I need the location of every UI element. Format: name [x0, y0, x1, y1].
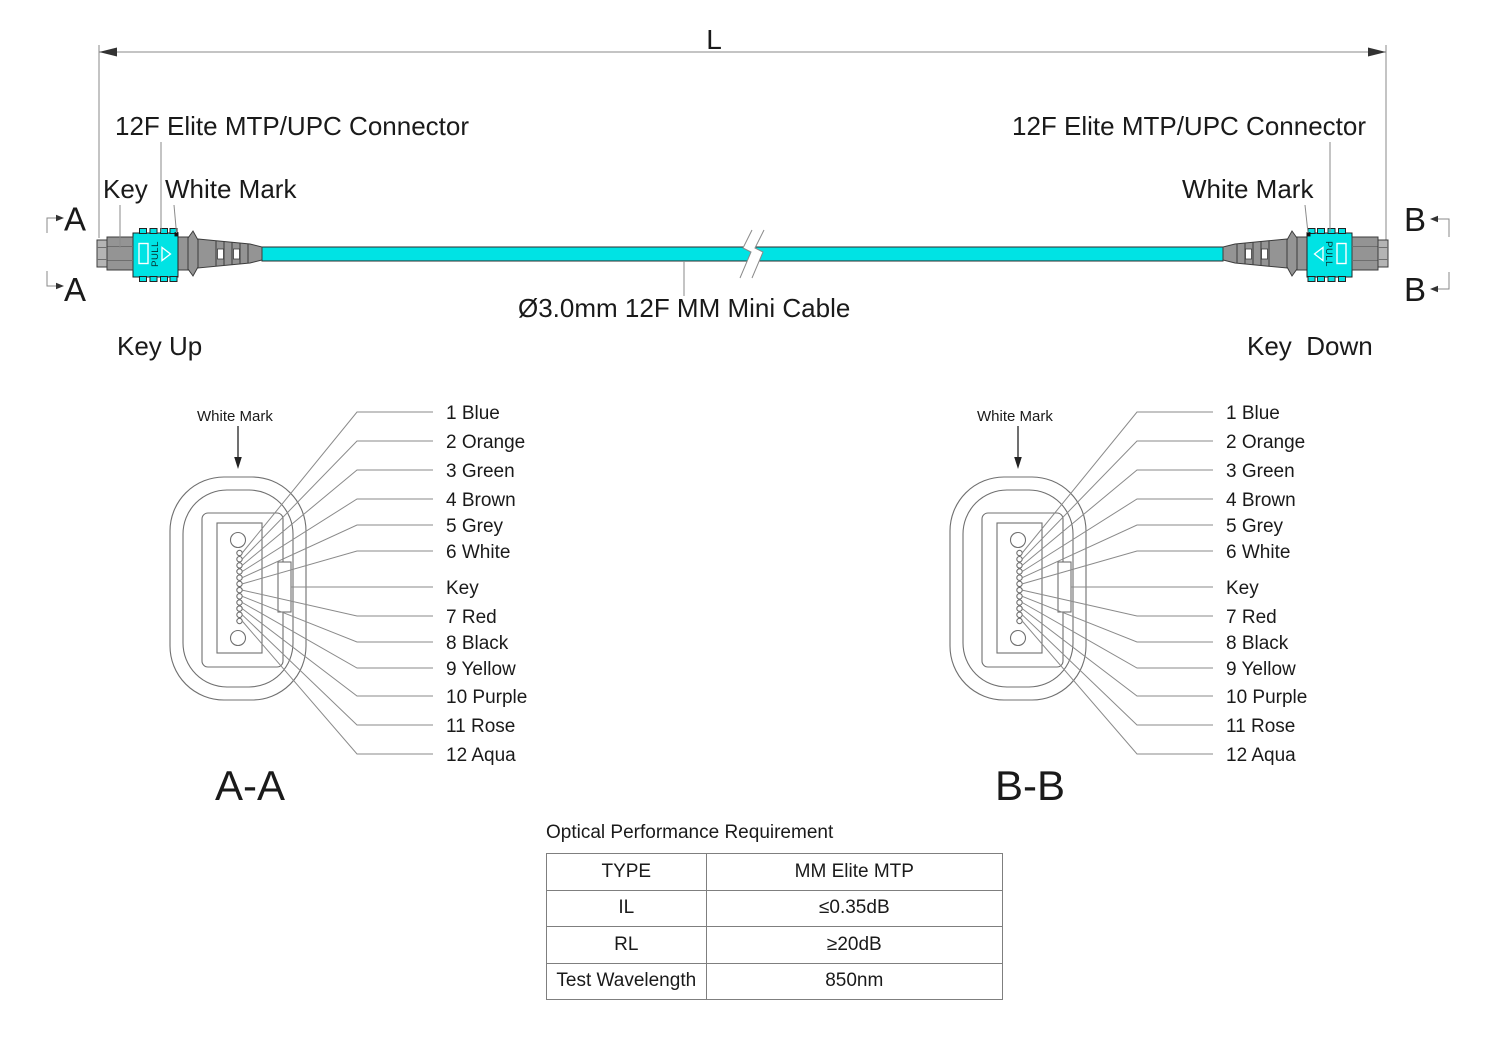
section-marker-A-top — [47, 201, 86, 238]
table-title: Optical Performance Requirement — [546, 822, 834, 843]
cable-label: Ø3.0mm 12F MM Mini Cable — [518, 293, 851, 323]
fiber-label: 8 Black — [446, 633, 509, 654]
fiber-label: 11 Rose — [446, 716, 516, 737]
fiber-label: 2 Orange — [1226, 432, 1306, 453]
key-up-label: Key Up — [117, 331, 203, 361]
fiber-label: 4 Brown — [446, 490, 516, 511]
section-letter: B — [1404, 271, 1427, 308]
fiber-label: 3 Green — [446, 461, 515, 482]
cable-assembly-drawing — [0, 0, 1500, 380]
value-cell: 850nm — [706, 963, 1002, 1000]
section-marker-A-bottom — [47, 271, 86, 308]
pull-print: PULL — [150, 241, 161, 267]
pull-print: PULL — [1323, 241, 1334, 267]
fiber-label: 12 Aqua — [446, 745, 516, 766]
dim-arrow-right-icon — [1368, 48, 1386, 57]
right-connector — [1223, 229, 1388, 282]
fiber-label: 7 Red — [1226, 607, 1277, 628]
fiber-label: 1 Blue — [1226, 403, 1280, 424]
fiber-label: 1 Blue — [446, 403, 500, 424]
fiber-label: 7 Red — [446, 607, 497, 628]
fiber-label: 4 Brown — [1226, 490, 1296, 511]
table-row — [547, 963, 1003, 1000]
face-view-B — [930, 390, 1500, 810]
key-down-label: Key Down — [1247, 331, 1373, 361]
fiber-label: Key — [446, 578, 479, 599]
section-marker-B-bottom — [1404, 271, 1449, 308]
face-view-title: B-B — [994, 762, 1066, 809]
fiber-label: 9 Yellow — [1226, 659, 1296, 680]
fiber-label: 6 White — [1226, 542, 1291, 563]
fiber-label: 9 Yellow — [446, 659, 516, 680]
param-cell: TYPE — [547, 854, 707, 891]
section-arrow-icon — [1430, 286, 1438, 292]
fiber-cable — [262, 247, 1223, 261]
param-cell: IL — [547, 890, 707, 927]
value-cell: ≥20dB — [706, 927, 1002, 964]
section-arrow-icon — [1430, 216, 1438, 222]
section-letter: A — [64, 271, 87, 308]
left-connector-label: 12F Elite MTP/UPC Connector — [115, 111, 470, 141]
fiber-label: 10 Purple — [1226, 687, 1308, 708]
leader-right-white-mark — [1305, 205, 1308, 233]
left-key-label: Key — [103, 174, 148, 204]
face-view-title: A-A — [214, 762, 286, 809]
section-letter: A — [64, 200, 87, 238]
white-mark-label: White Mark — [197, 408, 273, 425]
fiber-label: 5 Grey — [446, 516, 504, 537]
fiber-label: 8 Black — [1226, 633, 1289, 654]
section-marker-B-top — [1404, 201, 1449, 238]
right-white-mark-label: White Mark — [1182, 174, 1314, 204]
section-arrow-icon — [56, 215, 64, 221]
white-mark-label: White Mark — [977, 408, 1053, 425]
table-row — [547, 854, 1003, 891]
fiber-label: 10 Purple — [446, 687, 528, 708]
optical-performance-table — [546, 853, 1003, 1000]
value-cell: ≤0.35dB — [706, 890, 1002, 927]
fiber-label: Key — [1226, 578, 1259, 599]
fiber-label: 11 Rose — [1226, 716, 1296, 737]
value-cell: MM Elite MTP — [706, 854, 1002, 891]
section-letter: B — [1404, 201, 1427, 238]
param-cell: Test Wavelength — [547, 963, 707, 1000]
face-view-A — [150, 390, 750, 810]
dimension-label: L — [706, 24, 722, 55]
optical-performance-section — [546, 822, 1003, 1000]
table-row — [547, 890, 1003, 927]
fiber-label: 6 White — [446, 542, 511, 563]
section-arrow-icon — [56, 283, 64, 289]
param-cell: RL — [547, 927, 707, 964]
fiber-label: 12 Aqua — [1226, 745, 1296, 766]
left-connector — [97, 229, 262, 282]
table-row — [547, 927, 1003, 964]
right-connector-label: 12F Elite MTP/UPC Connector — [1012, 111, 1367, 141]
left-white-mark-label: White Mark — [165, 174, 297, 204]
fiber-label: 2 Orange — [446, 432, 526, 453]
dim-arrow-left-icon — [99, 48, 117, 57]
fiber-label: 5 Grey — [1226, 516, 1284, 537]
fiber-label: 3 Green — [1226, 461, 1295, 482]
